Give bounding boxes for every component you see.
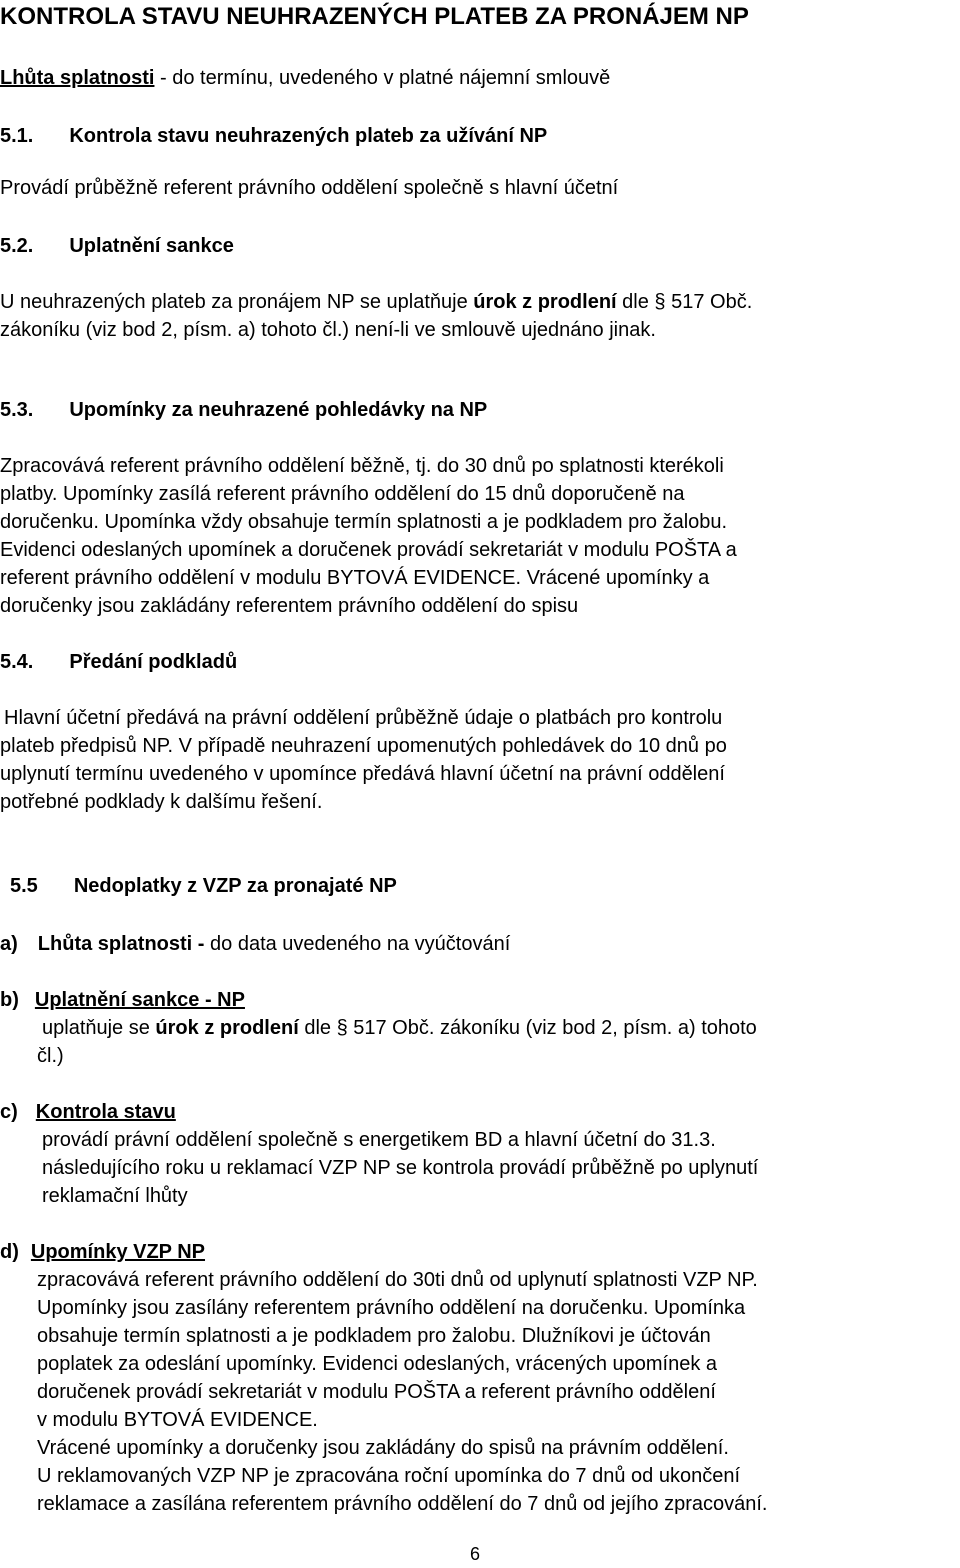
item-b-line-1 xyxy=(42,1014,757,1042)
page-number: 6 xyxy=(470,1544,481,1564)
section-5-1-heading xyxy=(0,122,547,150)
page-title: KONTROLA STAVU NEUHRAZENÝCH PLATEB ZA PRONÁJEM NP xyxy=(0,3,749,30)
deadline-text: - do termínu, uvedeného v platné nájemní smlouvě xyxy=(154,67,611,89)
section-5-2-line-2: zákoníku (viz bod 2, písm. a) tohoto čl.) není-li ve smlouvě ujednáno jinak. xyxy=(0,319,656,341)
item-c-line-1: provádí právní oddělení společně s energetikem BD a hlavní účetní do 31.3. xyxy=(42,1129,716,1151)
item-letter: a) xyxy=(0,933,18,955)
section-5-2-line-1 xyxy=(0,288,752,316)
section-number: 5.1. xyxy=(0,125,34,147)
section-5-4-line-3: uplynutí termínu uvedeného v upomínce předává hlavní účetní na právní oddělení xyxy=(0,763,725,785)
section-5-3-heading xyxy=(0,396,487,424)
section-5-5-heading xyxy=(10,872,397,900)
deadline-label: Lhůta splatnosti xyxy=(0,67,155,89)
section-title: Nedoplatky z VZP za pronajaté NP xyxy=(73,875,397,897)
section-title: Upomínky za neuhrazené pohledávky na NP xyxy=(69,399,488,421)
section-5-3-line-1: Zpracovává referent právního oddělení běžně, tj. do 30 dnů po splatnosti kterékoli xyxy=(0,455,724,477)
item-d-line-1: zpracovává referent právního oddělení do 30ti dnů od uplynutí splatnosti VZP NP. xyxy=(37,1269,758,1291)
section-title: Předání podkladů xyxy=(69,651,238,673)
item-d-line-8: U reklamovaných VZP NP je zpracována roční upomínka do 7 dnů od ukončení xyxy=(37,1465,740,1487)
section-5-3-line-2: platby. Upomínky zasílá referent právního oddělení do 15 dnů doporučeně na xyxy=(0,483,685,505)
text-run: uplatňuje se xyxy=(42,1017,156,1039)
item-letter: b) xyxy=(0,989,19,1011)
item-d xyxy=(0,1238,205,1266)
section-5-3-line-4: Evidenci odeslaných upomínek a doručenek provádí sekretariát v modulu POŠTA a xyxy=(0,539,737,561)
item-d-line-9: reklamace a zasílána referentem právního oddělení do 7 dnů od jejího zpracování. xyxy=(37,1493,768,1515)
item-letter: c) xyxy=(0,1101,18,1123)
item-c-line-2: následujícího roku u reklamací VZP NP se kontrola provádí průběžně po uplynutí xyxy=(42,1157,759,1179)
bold-term: úrok z prodlení xyxy=(155,1017,299,1039)
section-5-3-line-3: doručenku. Upomínka vždy obsahuje termín splatnosti a je podkladem pro žalobu. xyxy=(0,511,728,533)
item-d-line-3: obsahuje termín splatnosti a je podkladem pro žalobu. Dlužníkovi je účtován xyxy=(37,1325,711,1347)
section-title: Uplatnění sankce xyxy=(69,235,234,257)
item-c xyxy=(0,1098,176,1126)
text-run: U neuhrazených plateb za pronájem NP se uplatňuje xyxy=(0,291,474,313)
item-label: Lhůta splatnosti - xyxy=(37,933,205,955)
item-letter: d) xyxy=(0,1241,19,1263)
section-5-4-line-1: Hlavní účetní předává na právní oddělení průběžně údaje o platbách pro kontrolu xyxy=(4,707,723,729)
section-5-3-line-5: referent právního oddělení v modulu BYTOVÁ EVIDENCE. Vrácené upomínky a xyxy=(0,567,710,589)
item-b xyxy=(0,986,245,1014)
item-label: Upomínky VZP NP xyxy=(30,1241,206,1263)
section-number: 5.3. xyxy=(0,399,34,421)
section-title: Kontrola stavu neuhrazených plateb za užívání NP xyxy=(69,125,548,147)
section-number: 5.5 xyxy=(10,875,38,897)
item-c-line-3: reklamační lhůty xyxy=(42,1185,188,1207)
section-5-4-heading xyxy=(0,648,237,676)
item-label: Uplatnění sankce - NP xyxy=(34,989,245,1011)
item-label: Kontrola stavu xyxy=(35,1101,176,1123)
item-d-line-2: Upomínky jsou zasílány referentem právního oddělení na doručenku. Upomínka xyxy=(37,1297,746,1319)
item-b-line-2: čl.) xyxy=(37,1045,64,1067)
item-d-line-6: v modulu BYTOVÁ EVIDENCE. xyxy=(37,1409,318,1431)
item-d-line-5: doručenek provádí sekretariát v modulu POŠTA a referent právního oddělení xyxy=(37,1381,716,1403)
section-5-1-text: Provádí průběžně referent právního oddělení společně s hlavní účetní xyxy=(0,177,619,199)
section-5-2-heading xyxy=(0,232,234,260)
section-5-4-line-2: plateb předpisů NP. V případě neuhrazení upomenutých pohledávek do 10 dnů po xyxy=(0,735,727,757)
section-number: 5.4. xyxy=(0,651,34,673)
section-5-4-line-4: potřebné podklady k dalšímu řešení. xyxy=(0,791,323,813)
item-text: do data uvedeného na vyúčtování xyxy=(204,933,511,955)
bold-term: úrok z prodlení xyxy=(473,291,617,313)
item-d-line-4: poplatek za odeslání upomínky. Evidenci odeslaných, vrácených upomínek a xyxy=(37,1353,718,1375)
section-number: 5.2. xyxy=(0,235,34,257)
text-run: dle § 517 Obč. xyxy=(616,291,753,313)
text-run: dle § 517 Obč. zákoníku (viz bod 2, písm. a) tohoto xyxy=(298,1017,757,1039)
item-a xyxy=(0,930,510,958)
deadline-paragraph xyxy=(0,64,610,92)
section-5-3-line-6: doručenky jsou zakládány referentem právního oddělení do spisu xyxy=(0,595,579,617)
item-d-line-7: Vrácené upomínky a doručenky jsou zakládány do spisů na právním oddělení. xyxy=(37,1437,729,1459)
